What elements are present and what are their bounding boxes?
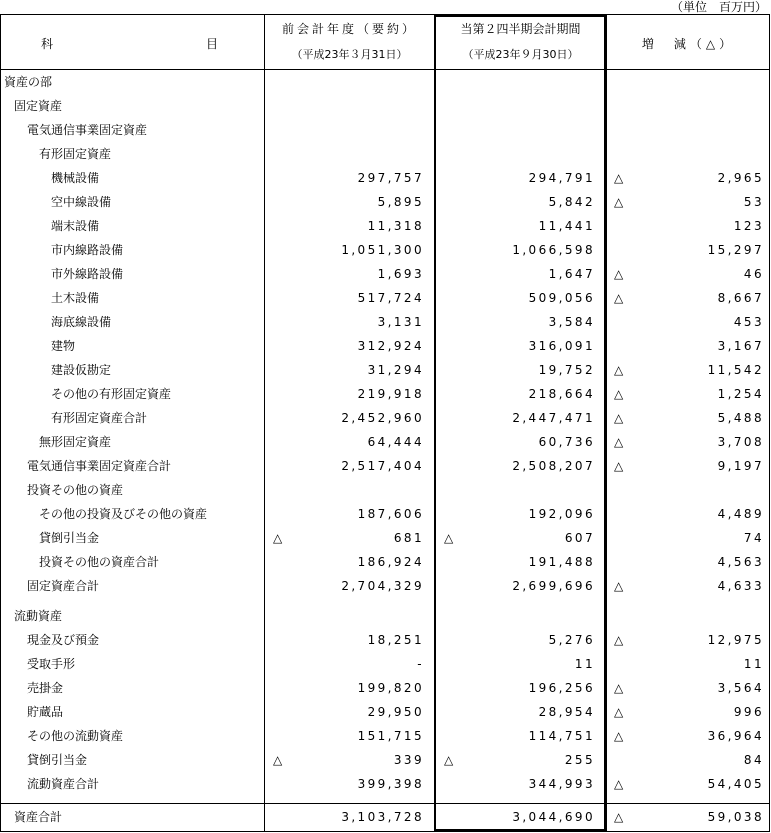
- row-label: 投資その他の資産合計: [39, 555, 160, 569]
- table-row: [1, 406, 771, 430]
- row-label: 流動資産: [14, 609, 63, 623]
- prev-value: 11,318: [367, 219, 424, 233]
- diff-value: 15,297: [707, 243, 764, 257]
- prev-value: 1,693: [377, 267, 424, 281]
- prev-value: 3,131: [377, 315, 424, 329]
- prev-value: 681: [393, 531, 424, 545]
- row-label: 機械設備: [51, 171, 100, 185]
- cur-value: 509,056: [528, 291, 595, 305]
- row-label: 海底線設備: [51, 315, 112, 329]
- cur-value: 28,954: [538, 705, 595, 719]
- row-label: 土木設備: [51, 291, 100, 305]
- negative-mark: △: [614, 729, 624, 743]
- cur-value: 294,791: [528, 171, 595, 185]
- cur-value: 607: [564, 531, 595, 545]
- negative-mark: △: [444, 531, 454, 545]
- header-cur-date: （平成23年９月30日）: [462, 48, 579, 61]
- row-label: 有形固定資産合計: [51, 411, 148, 425]
- table-row: [1, 478, 771, 502]
- negative-mark: △: [614, 387, 624, 401]
- cur-value: 2,699,696: [512, 579, 595, 593]
- row-label: その他の有形固定資産: [51, 387, 172, 401]
- negative-mark: △: [273, 753, 283, 767]
- prev-value: 199,820: [357, 681, 424, 695]
- negative-mark: △: [614, 363, 624, 377]
- cur-value: 316,091: [528, 339, 595, 353]
- cur-value: 191,488: [528, 555, 595, 569]
- header-item-left: 科: [41, 37, 54, 51]
- row-label: 貸倒引当金: [27, 753, 88, 767]
- prev-value: 2,517,404: [341, 459, 424, 473]
- table-row: [1, 382, 771, 406]
- prev-value: 151,715: [357, 729, 424, 743]
- diff-value: 59,038: [707, 810, 764, 824]
- diff-value: 11,542: [707, 363, 764, 377]
- negative-mark: △: [614, 633, 624, 647]
- unit-label: （単位 百万円）: [670, 0, 767, 14]
- diff-value: 9,197: [717, 459, 764, 473]
- table-row: [1, 310, 771, 334]
- prev-value: 3,103,728: [341, 810, 424, 824]
- diff-value: 46: [743, 267, 764, 281]
- diff-value: 53: [743, 195, 764, 209]
- cur-value: 114,751: [528, 729, 595, 743]
- diff-value: 123: [733, 219, 764, 233]
- table-row: [1, 700, 771, 724]
- negative-mark: △: [614, 810, 624, 824]
- negative-mark: △: [614, 777, 624, 791]
- table-row: [1, 724, 771, 748]
- prev-value: 297,757: [357, 171, 424, 185]
- table-row: [1, 748, 771, 772]
- negative-mark: △: [614, 435, 624, 449]
- prev-value: 399,398: [357, 777, 424, 791]
- negative-mark: △: [614, 411, 624, 425]
- cur-value: 196,256: [528, 681, 595, 695]
- negative-mark: △: [614, 705, 624, 719]
- diff-value: 1,254: [717, 387, 764, 401]
- prev-value: 187,606: [357, 507, 424, 521]
- table-row: [1, 70, 771, 94]
- negative-mark: △: [444, 753, 454, 767]
- diff-value: 8,667: [717, 291, 764, 305]
- row-label: 無形固定資産: [39, 435, 112, 449]
- header-diff-title: 増 減（△）: [641, 37, 736, 51]
- diff-value: 74: [743, 531, 764, 545]
- table-row: [1, 502, 771, 526]
- row-label: 貸倒引当金: [39, 531, 100, 545]
- row-label: 建設仮勘定: [51, 363, 112, 377]
- prev-value: 18,251: [367, 633, 424, 647]
- row-label: 投資その他の資産: [27, 483, 124, 497]
- diff-value: 54,405: [707, 777, 764, 791]
- prev-value: 2,452,960: [341, 411, 424, 425]
- row-label: 有形固定資産: [39, 147, 112, 161]
- cur-value: 3,584: [548, 315, 595, 329]
- table-row: [1, 550, 771, 574]
- prev-value: 5,895: [377, 195, 424, 209]
- negative-mark: △: [273, 531, 283, 545]
- diff-value: 3,564: [717, 681, 764, 695]
- prev-value: 219,918: [357, 387, 424, 401]
- table-row: [1, 118, 771, 142]
- table-row: [1, 94, 771, 118]
- cur-value: 255: [564, 753, 595, 767]
- cur-value: 1,647: [548, 267, 595, 281]
- diff-value: 12,975: [707, 633, 764, 647]
- cur-value: 11: [574, 657, 595, 671]
- table-row: [1, 454, 771, 478]
- diff-value: 3,167: [717, 339, 764, 353]
- row-label: その他の流動資産: [27, 729, 124, 743]
- table-row: [1, 334, 771, 358]
- prev-value: 1,051,300: [341, 243, 424, 257]
- row-label: 空中線設備: [51, 195, 112, 209]
- header-cur-title: 当第２四半期会計期間: [460, 22, 581, 36]
- negative-mark: △: [614, 195, 624, 209]
- row-label: 売掛金: [27, 681, 64, 695]
- row-label: 現金及び預金: [27, 633, 100, 647]
- table-row: [1, 190, 771, 214]
- cur-value: 218,664: [528, 387, 595, 401]
- table-row: [1, 628, 771, 652]
- header-prev-title: 前会計年度（要約）: [281, 22, 417, 36]
- table-row: [1, 238, 771, 262]
- cur-value: 60,736: [538, 435, 595, 449]
- row-label: 端末設備: [51, 219, 100, 233]
- table-row: [1, 676, 771, 700]
- diff-value: 4,489: [717, 507, 764, 521]
- cur-value: 1,066,598: [512, 243, 595, 257]
- row-label: 資産の部: [4, 75, 53, 89]
- prev-value: -: [417, 657, 424, 671]
- table-row: [1, 262, 771, 286]
- row-label: 市内線路設備: [51, 243, 124, 257]
- table-row: [1, 772, 771, 796]
- diff-value: 84: [743, 753, 764, 767]
- diff-value: 4,563: [717, 555, 764, 569]
- row-label: 市外線路設備: [51, 267, 124, 281]
- cur-value: 5,276: [548, 633, 595, 647]
- cur-value: 2,508,207: [512, 459, 595, 473]
- cur-value: 2,447,471: [512, 411, 595, 425]
- row-label: 流動資産合計: [27, 777, 100, 791]
- row-label: その他の投資及びその他の資産: [39, 507, 208, 521]
- negative-mark: △: [614, 171, 624, 185]
- negative-mark: △: [614, 291, 624, 305]
- prev-value: 31,294: [367, 363, 424, 377]
- table-row: [1, 166, 771, 190]
- table-row: [1, 604, 771, 628]
- prev-value: 2,704,329: [341, 579, 424, 593]
- cur-value: 19,752: [538, 363, 595, 377]
- diff-value: 996: [733, 705, 764, 719]
- diff-value: 3,708: [717, 435, 764, 449]
- diff-value: 11: [743, 657, 764, 671]
- negative-mark: △: [614, 579, 624, 593]
- row-label: 電気通信事業固定資産: [27, 123, 148, 137]
- cur-value: 3,044,690: [512, 810, 595, 824]
- negative-mark: △: [614, 267, 624, 281]
- diff-value: 36,964: [707, 729, 764, 743]
- negative-mark: △: [614, 459, 624, 473]
- table-row: [1, 286, 771, 310]
- row-label: 電気通信事業固定資産合計: [27, 459, 172, 473]
- prev-value: 517,724: [357, 291, 424, 305]
- prev-value: 29,950: [367, 705, 424, 719]
- row-label: 貯蔵品: [27, 705, 64, 719]
- header-item-right: 目: [206, 37, 219, 51]
- table-row: [1, 526, 771, 550]
- row-label: 建物: [51, 339, 76, 353]
- diff-value: 5,488: [717, 411, 764, 425]
- row-label: 固定資産: [14, 99, 63, 113]
- table-row: [1, 805, 771, 829]
- total-divider: [1, 803, 769, 804]
- table-row: [1, 652, 771, 676]
- cur-value: 344,993: [528, 777, 595, 791]
- negative-mark: △: [614, 681, 624, 695]
- diff-value: 453: [733, 315, 764, 329]
- table-row: [1, 142, 771, 166]
- cur-value: 192,096: [528, 507, 595, 521]
- prev-value: 64,444: [367, 435, 424, 449]
- table-row: [1, 214, 771, 238]
- prev-value: 312,924: [357, 339, 424, 353]
- table-row: [1, 574, 771, 598]
- row-label: 固定資産合計: [27, 579, 100, 593]
- cur-value: 11,441: [538, 219, 595, 233]
- diff-value: 2,965: [717, 171, 764, 185]
- prev-value: 186,924: [357, 555, 424, 569]
- header-prev-date: （平成23年３月31日）: [291, 48, 408, 61]
- table-row: [1, 358, 771, 382]
- balance-sheet-table: [0, 14, 770, 832]
- cur-value: 5,842: [548, 195, 595, 209]
- table-row: [1, 430, 771, 454]
- diff-value: 4,633: [717, 579, 764, 593]
- row-label: 受取手形: [27, 657, 76, 671]
- row-label: 資産合計: [14, 810, 63, 824]
- prev-value: 339: [393, 753, 424, 767]
